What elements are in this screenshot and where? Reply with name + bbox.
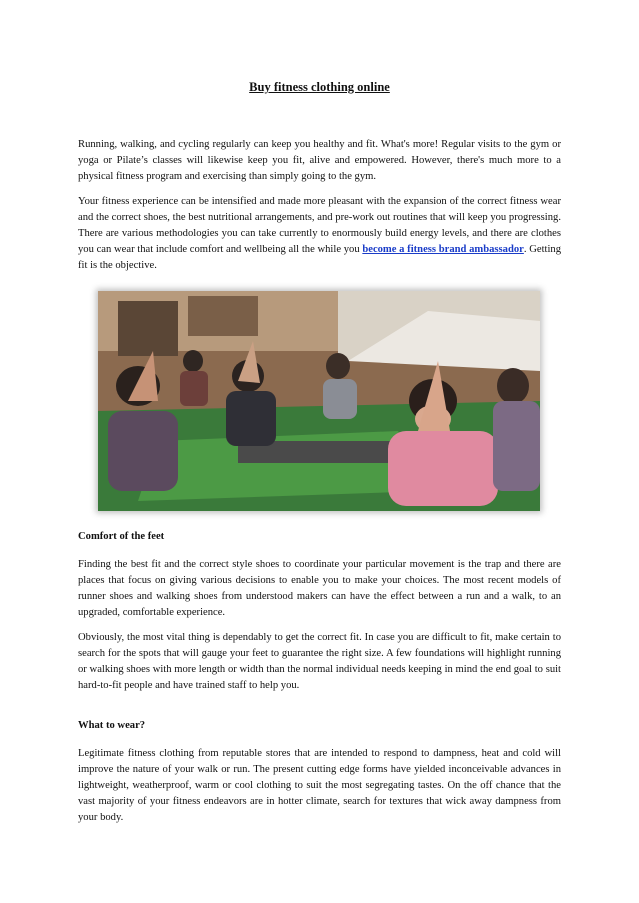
yoga-class-photo [98, 291, 540, 511]
intro-paragraph: Running, walking, and cycling regularly can keep you healthy and fit. What's more! Regular visits to the gym or yoga or Pilate’s classes will likewise keep you fit, alive and empowered. However, there's much more to a physical fitness program and exercising than simply going to the gym. [78, 139, 561, 182]
yoga-class-image [98, 291, 540, 511]
section-heading-wear: What to wear? [78, 720, 146, 731]
fitness-experience-paragraph [78, 194, 561, 274]
document-title: Buy fitness clothing online [249, 80, 390, 94]
wear-paragraph: Legitimate fitness clothing from reputable stores that are intended to respond to dampness, heat and cold will improve the nature of your walk or run. The present cutting edge forms have yielded inconceivable advances in lightweight, weatherproof, warm or cool clothing to suit the most segregating tastes. On the off chance that the vast majority of your fitness endeavors are in hotter climate, search for textures that wick away dampness from your body. [78, 748, 561, 823]
section-heading-feet: Comfort of the feet [78, 531, 165, 542]
paragraph-text: Your fitness experience can be intensified and made more pleasant with the expansion of the correct fitness wear and the correct shoes, the best nutritional arrangements, and pre-work out routines that will keep you progressing. There are various methodologies you can take currently to enormously build energy levels, and there are clothes you can wear that include comfort and wellbeing all the while you [78, 196, 561, 255]
ambassador-link[interactable]: become a fitness brand ambassador [362, 244, 524, 255]
paragraph-text-end: . Getting fit is the objective. [78, 244, 561, 271]
feet-paragraph-1: Finding the best fit and the correct style shoes to coordinate your particular movement is the trap and there are places that focus on giving various decisions to enable you to make your choices. The most recent models of runner shoes and walking shoes from understood makers can have the effect between a run and a walk, to an upgraded, comfortable experience. [78, 559, 561, 618]
feet-paragraph-2: Obviously, the most vital thing is dependably to get the correct fit. In case you are difficult to fit, make certain to search for the spots that will gauge your feet to guarantee the right size. A few foundations will highlight running or walking shoes with more length or width than the normal individual needs keeping in mind the end goal to suit hard-to-fit people and have trained staff to help you. [78, 632, 561, 691]
